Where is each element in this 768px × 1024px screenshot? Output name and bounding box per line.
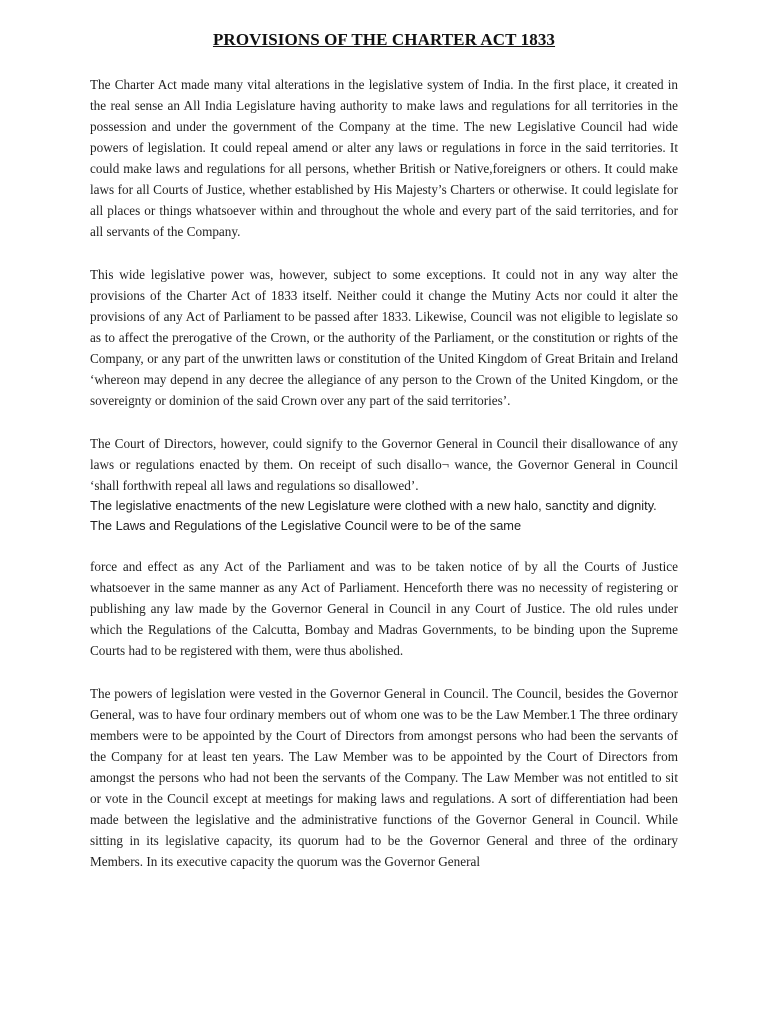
- paragraph-legislature-intro: The Charter Act made many vital alterations in the legislative system of India. In the first place, it created in the real sense an All India Legislature having authority to make laws and regulations for all territories in the possession and under the government of the Company at the time. The new Legislative Council had wide powers of legislation. It could repeal amend or alter any laws or regulations in force in the said territories. It could make laws and regulations for all persons, whether British or Native,foreigners or others. It could make laws for all Courts of Justice, whether established by His Majesty’s Charters or otherwise. It could legislate for all places or things whatsoever within and throughout the whole and every part of the said territories, and for all servants of the Company.: [90, 77, 678, 239]
- paragraph-powers-of-legislation: The powers of legislation were vested in the Governor General in Council. The Council, besides the Governor General, was to have four ordinary members out of whom one was to be the Law Member.1 The three ordinary members were to be appointed by the Court of Directors from amongst persons who had been the servants of the Company for at least ten years. The Law Member was to be appointed by the Court of Directors from amongst the persons who had not been the servants of the Company. The Law Member was not entitled to sit or vote in the Council except at meetings for making laws and regulations. A sort of differentiation had been made between the legislative and the administrative functions of the Governor General in Council. While sitting in its legislative capacity, its quorum had to be the Governor General and three of the ordinary Members. In its executive capacity the quorum was the Governor General: [90, 686, 678, 869]
- paragraph-court-of-directors: The Court of Directors, however, could signify to the Governor General in Council their disallowance of any laws or regulations enacted by them. On receipt of such disallo¬ wance, the Governor General in Council ‘shall forthwith repeal all laws and regulations so disallowed’.: [90, 436, 678, 493]
- paragraph-legislative-enactments: The legislative enactments of the new Legislature were clothed with a new halo, sanctity and dignity. The Laws and Regulations of the Legislative Council were to be of the same: [90, 498, 657, 533]
- document-title: PROVISIONS OF THE CHARTER ACT 1833: [212, 30, 556, 49]
- document-page: [90, 30, 678, 894]
- paragraph-exceptions: This wide legislative power was, however, subject to some exceptions. It could not in any way alter the provisions of the Charter Act of 1833 itself. Neither could it change the Mutiny Acts nor could it alter the provisions of any Act of Parliament to be passed after 1833. Likewise, Council was not eligible to legislate so as to affect the prerogative of the Crown, or the authority of the Parliament, or the constitution or rights of the Company, or any part of the unwritten laws or constitution of the United Kingdom of Great Britain and Ireland ‘whereon may depend in any decree the allegiance of any person to the Crown of the United Kingdom, or the sovereignty or dominion of the said Crown over any part of the said territories’.: [90, 267, 678, 408]
- paragraph-force-and-effect: force and effect as any Act of the Parliament and was to be taken notice of by all the Courts of Justice whatsoever in the same manner as any Act of Parliament. Henceforth there was no necessity of registering or publishing any law made by the Governor General in Council in any Court of Justice. The old rules under which the Regulations of the Calcutta, Bombay and Madras Governments, to be binding upon the Supreme Courts had to be registered with them, were thus abolished.: [90, 559, 678, 658]
